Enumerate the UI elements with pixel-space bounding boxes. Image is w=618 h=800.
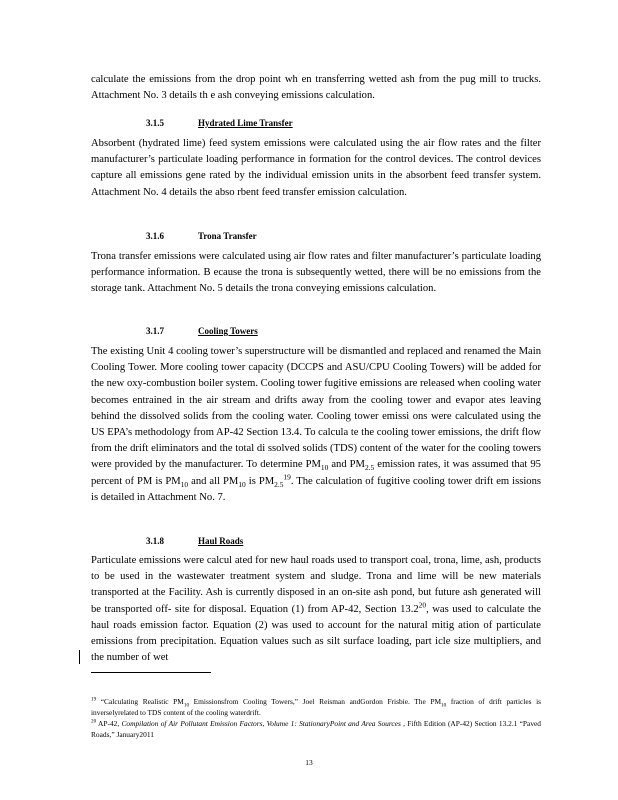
section-body-3-1-5: Absorbent (hydrated lime) feed system emissions were calculated using the air flow rates and the filter manufacturer’s particulate loading performance in formation for the control devices. The control devices capture all emissions gene rated by the individual emission units in the absorbent feed transfer system. Attachment No. 4 details the abso rbent feed transfer emission calculation.	[91, 138, 541, 198]
section-number: 3.1.6	[146, 231, 164, 241]
section-heading-3-1-5	[146, 118, 293, 128]
section-body-3-1-6: Trona transfer emissions were calculated using air flow rates and filter manufacturer’s particulate loading performance information. B ecause the trona is subsequently wetted, there will be no emissions from the storage tank. Attachment No. 5 details the trona conveying emissions calculation.	[91, 251, 541, 295]
footnote-ref-20: 20	[418, 600, 427, 610]
section-heading-3-1-8	[146, 536, 286, 546]
page-number: 13	[305, 758, 313, 767]
section-heading-3-1-6	[146, 231, 286, 241]
footnote-separator	[91, 672, 211, 673]
section-body-3-1-8: Particulate emissions were calcul ated for new haul roads used to transport coal, trona, lime, ash, products to be used in the wastewater treatment system and sludge. Trona and lime will be new materials transported at the Facility. Ash is currently disposed in an on-site ash pond, but future ash generated will be transported off- site for disposal. Equation (1) from AP-42, Section 13.2$^{20}$, was used to calculate the haul roads emission factor. Equation (2) was used to account for the natural mitig ation of particulate emissions from precipitation. Equation values such as silt surface loading, part icle size multipliers, and the number of wet	[91, 555, 541, 664]
section-number: 3.1.8	[146, 536, 164, 546]
section-body-3-1-7: The existing Unit 4 cooling tower’s superstructure will be dismantled and replaced and renamed the Main Cooling Tower. More cooling tower capacity (DCCPS and ASU/CPU Cooling Towers) will be added for the new oxy-combustion boiler system. Cooling tower fugitive emissions are released when cooling water becomes entrained in the air stream and drifts away from the cooling tower and evapor ates leaving behind the dissolved solids from the cooling water. Cooling tower emissi ons were calculated using the US EPA’s methodology from AP-42 Section 13.4. To calcula te the cooling tower emissions, the drift flow from the drift eliminators and the total di ssolved solids (TDS) content of the water for the cooling towers were provided by the manufacturer. To determine $PM_{10}$ and $PM_{2.5}$ emission rates, it was assumed that 95 percent of PM is $PM_{10}$ and all $PM_{10}$ is $PM_{2.5}^{19}$. The calculation of fugitive cooling tower drift em issions is detailed in Attachment No. 7.	[91, 346, 541, 503]
section-title: Trona Transfer	[198, 231, 257, 241]
section-number: 3.1.5	[146, 118, 164, 128]
footnote-20: $^{20}$ AP-42, Compilation of Air Pollutant Emission Factors, Volume 1: StationaryPoint and Area Sources , Fifth Edition (AP-42) Section 13.2.1 “Paved Roads,” January2011	[91, 718, 541, 739]
section-number: 3.1.7	[146, 326, 164, 336]
footnote-ref-19: 19	[283, 472, 291, 482]
section-title: Haul Roads	[198, 536, 244, 546]
text-cursor-bar	[79, 650, 80, 664]
section-title: Hydrated Lime Transfer	[198, 118, 293, 128]
intro-paragraph: calculate the emissions from the drop point wh en transferring wetted ash from the pug mill to trucks. Attachment No. 3 details th e ash conveying emissions calculation.	[91, 74, 541, 102]
section-title: Cooling Towers	[198, 326, 258, 336]
footnote-19: $^{19}$ “Calculating Realistic $PM_{10}$ Emissionsfrom Cooling Towers,” Joel Reisman andGordon Frisbie. The $PM_{10}$ fraction of drift particles is inverselyrelated to TDS content of the cooling waterdrift.	[91, 696, 542, 717]
section-heading-3-1-7	[146, 326, 286, 336]
